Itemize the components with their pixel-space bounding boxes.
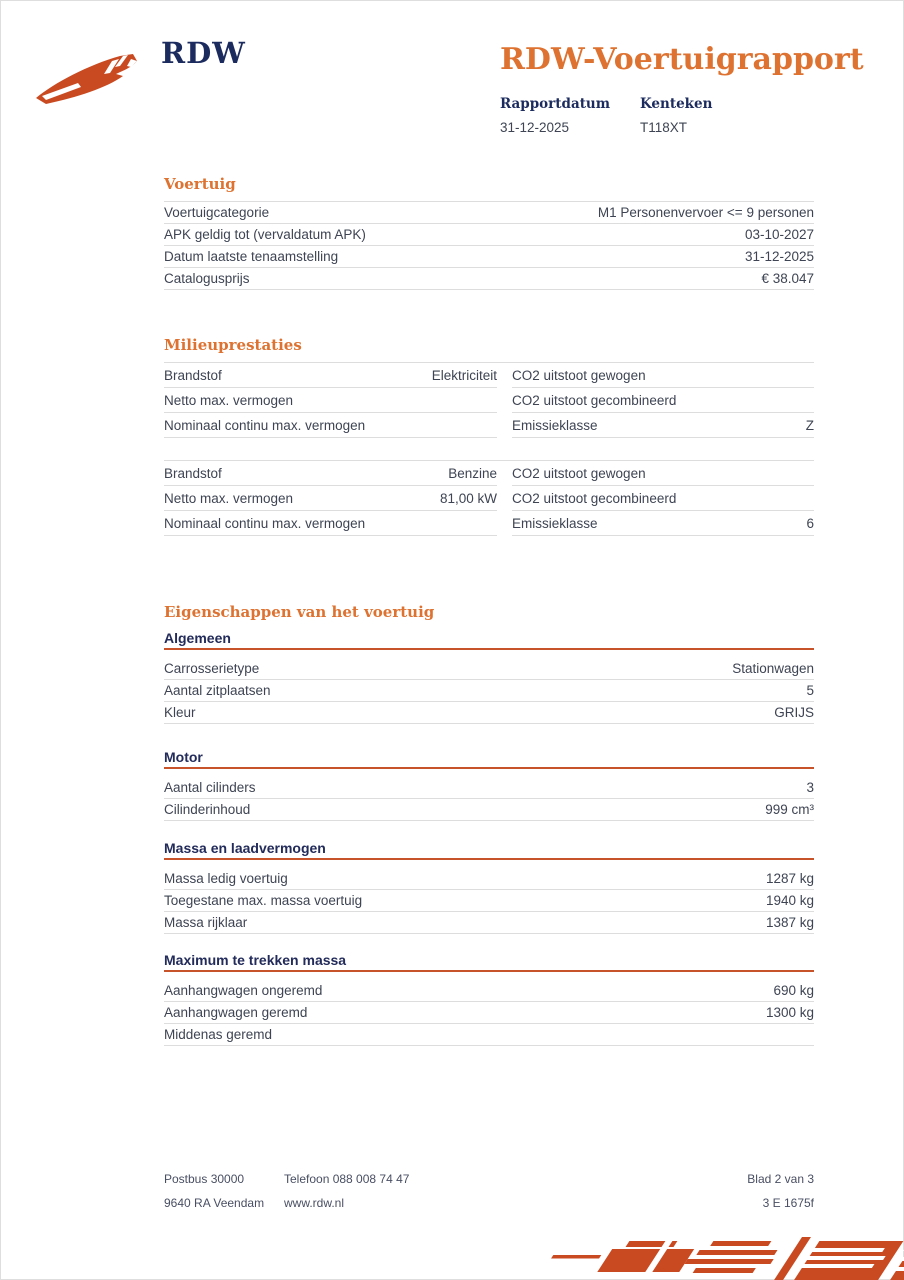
row-label: Aanhangwagen geremd <box>164 1005 308 1020</box>
row-label: CO2 uitstoot gewogen <box>512 465 646 481</box>
report-meta <box>500 96 780 135</box>
row-label: Netto max. vermogen <box>164 392 294 408</box>
row-value: Stationwagen <box>732 661 814 676</box>
row-value: 31-12-2025 <box>744 249 814 264</box>
report-date-block <box>500 96 640 135</box>
row-label: Brandstof <box>164 465 222 481</box>
row-label: Brandstof <box>164 367 222 383</box>
row-value: M1 Personenvervoer <= 9 personen <box>597 205 814 220</box>
row-value: 6 <box>806 515 814 531</box>
table-row <box>164 799 814 821</box>
table-row <box>164 202 814 224</box>
motor-table <box>164 769 814 821</box>
table-row <box>164 363 814 388</box>
table-row <box>164 246 814 268</box>
row-value: Benzine <box>448 465 497 481</box>
row-label: Datum laatste tenaamstelling <box>164 249 339 264</box>
row-label: CO2 uitstoot gecombineerd <box>512 392 677 408</box>
table-row <box>164 777 814 799</box>
row-value: 1300 kg <box>765 1005 814 1020</box>
row-label: Emissieklasse <box>512 515 598 531</box>
row-value: 1940 kg <box>765 893 814 908</box>
report-date-value: 31-12-2025 <box>500 120 570 135</box>
row-label: Aantal zitplaatsen <box>164 683 271 698</box>
row-label: Nominaal continu max. vermogen <box>164 417 366 433</box>
license-plate-block <box>640 96 780 135</box>
subsection-title-trekken-massa: Maximum te trekken massa <box>164 951 814 972</box>
row-value: 1287 kg <box>765 871 814 886</box>
footer-doc-code: 3 E 1675f <box>762 1196 814 1210</box>
row-value: GRIJS <box>774 705 814 720</box>
table-row <box>164 868 814 890</box>
algemeen-table <box>164 650 814 724</box>
table-row <box>164 702 814 724</box>
row-label: APK geldig tot (vervaldatum APK) <box>164 227 366 242</box>
table-row <box>164 388 814 413</box>
row-label: Voertuigcategorie <box>164 205 270 220</box>
row-value: 5 <box>806 683 814 698</box>
footer-page-indicator: Blad 2 van 3 <box>747 1172 814 1186</box>
massa-table <box>164 860 814 934</box>
row-value: 81,00 kW <box>439 490 497 506</box>
row-label: Massa ledig voertuig <box>164 871 288 886</box>
table-row <box>164 224 814 246</box>
table-row <box>164 1002 814 1024</box>
row-label: Kleur <box>164 705 196 720</box>
subsection-title-massa: Massa en laadvermogen <box>164 839 814 860</box>
row-value: Z <box>805 417 814 433</box>
voertuig-table <box>164 201 814 290</box>
table-row <box>164 268 814 290</box>
row-label: Carrosserietype <box>164 661 260 676</box>
license-plate-label: Kenteken <box>640 96 713 112</box>
page-title: RDW-Voertuigrapport <box>500 42 864 77</box>
row-label: Aanhangwagen ongeremd <box>164 983 323 998</box>
milieu-table-benzine <box>164 460 814 536</box>
section-heading-milieuprestaties: Milieuprestaties <box>164 336 302 354</box>
row-label: CO2 uitstoot gecombineerd <box>512 490 677 506</box>
subsection-title-algemeen: Algemeen <box>164 629 814 650</box>
row-label: Netto max. vermogen <box>164 490 294 506</box>
subsection-title-motor: Motor <box>164 748 814 769</box>
table-row <box>164 890 814 912</box>
license-plate-value: T118XT <box>640 120 688 135</box>
row-label: Aantal cilinders <box>164 780 256 795</box>
footer-website: www.rdw.nl <box>284 1196 345 1210</box>
row-label: Catalogusprijs <box>164 271 250 286</box>
report-content <box>164 175 814 1046</box>
row-value: 03-10-2027 <box>744 227 814 242</box>
row-label: Emissieklasse <box>512 417 598 433</box>
footer-address-line1: Postbus 30000 <box>164 1172 245 1186</box>
row-label: Massa rijklaar <box>164 915 248 930</box>
row-value: 3 <box>806 780 814 795</box>
row-label: Cilinderinhoud <box>164 802 251 817</box>
table-row <box>164 461 814 486</box>
trekken-massa-table <box>164 972 814 1046</box>
row-value: 690 kg <box>773 983 814 998</box>
footer-address-line2: 9640 RA Veendam <box>164 1196 265 1210</box>
page-footer <box>164 1167 814 1215</box>
rdw-stripes-graphic-icon <box>514 1237 904 1280</box>
section-heading-eigenschappen: Eigenschappen van het voertuig <box>164 603 435 621</box>
rdw-feather-logo-icon <box>36 52 148 110</box>
row-value: € 38.047 <box>761 271 814 286</box>
rdw-wordmark: RDW <box>161 36 246 70</box>
row-label: Middenas geremd <box>164 1027 273 1042</box>
row-label: Toegestane max. massa voertuig <box>164 893 363 908</box>
milieu-table-elektriciteit <box>164 362 814 438</box>
table-row <box>164 413 814 438</box>
table-row <box>164 486 814 511</box>
table-row <box>164 1024 814 1046</box>
footer-phone: Telefoon 088 008 74 47 <box>284 1172 410 1186</box>
table-row <box>164 912 814 934</box>
report-date-label: Rapportdatum <box>500 96 611 112</box>
table-row <box>164 658 814 680</box>
table-row <box>164 680 814 702</box>
table-row <box>164 511 814 536</box>
table-row <box>164 980 814 1002</box>
row-value: 1387 kg <box>765 915 814 930</box>
row-value: Elektriciteit <box>431 367 497 383</box>
section-heading-voertuig: Voertuig <box>164 175 236 193</box>
row-label: CO2 uitstoot gewogen <box>512 367 646 383</box>
row-label: Nominaal continu max. vermogen <box>164 515 366 531</box>
row-value: 999 cm³ <box>765 802 814 817</box>
